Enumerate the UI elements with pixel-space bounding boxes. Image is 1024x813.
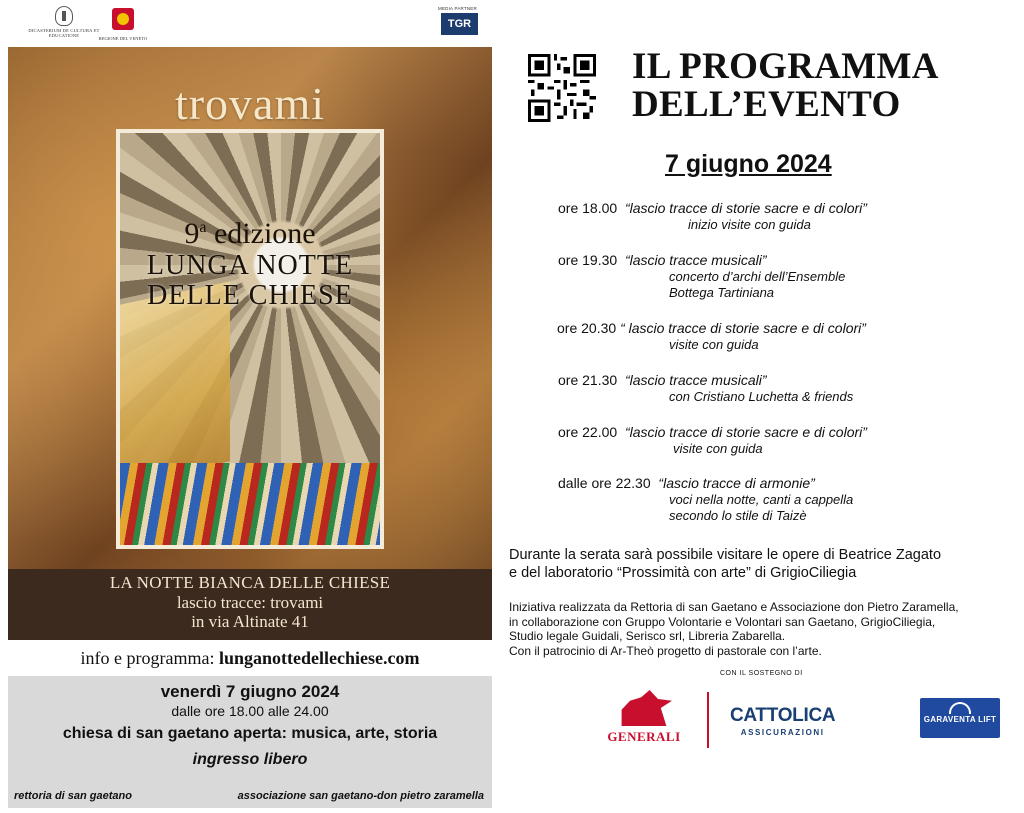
organizer-right: associazione san gaetano-don pietro zaramella bbox=[237, 790, 484, 802]
qr-code-icon[interactable] bbox=[528, 54, 596, 122]
info-prefix: info e programma: bbox=[80, 648, 219, 668]
credits-line3: Studio legale Guidali, Serisco srl, Libreria Zabarella. bbox=[509, 629, 786, 643]
slot-time: ore 19.30 bbox=[558, 252, 618, 268]
slot-description: con Cristiano Luchetta & friends bbox=[669, 389, 854, 404]
schedule-slot bbox=[558, 252, 845, 301]
slot-description: secondo lo stile di Taizè bbox=[669, 508, 807, 523]
slot-title: “lascio tracce musicali” bbox=[624, 372, 767, 388]
info-line bbox=[8, 648, 492, 669]
slot-description: concerto d’archi dell’Ensemble bbox=[669, 269, 846, 284]
edition-suffix: a bbox=[199, 219, 207, 236]
tgr-logo: TGR bbox=[438, 13, 478, 35]
papal-seal-icon bbox=[55, 6, 73, 26]
slot-time: ore 20.30 bbox=[557, 320, 617, 336]
band-line2: lascio tracce: trovami bbox=[176, 593, 324, 612]
poster-band bbox=[8, 569, 492, 640]
slot-title: “lascio tracce di storie sacre e di colori” bbox=[624, 200, 867, 216]
generali-name: GENERALI bbox=[607, 729, 681, 744]
cattolica-subtitle: ASSICURAZIONI bbox=[740, 728, 825, 737]
generali-logo bbox=[606, 690, 682, 745]
cattolica-logo bbox=[730, 705, 835, 737]
dicastery-logo bbox=[24, 6, 104, 38]
slot-description: Bottega Tartiniana bbox=[669, 285, 775, 300]
garaventa-mark-icon bbox=[949, 702, 971, 714]
credits bbox=[509, 600, 1024, 658]
program-title-line1: IL PROGRAMMA bbox=[632, 46, 939, 87]
event-date-full: venerdì 7 giugno 2024 bbox=[160, 682, 340, 701]
edition-word: edizione bbox=[213, 217, 316, 250]
veneto-caption: REGIONE DEL VENETO bbox=[98, 36, 148, 41]
garaventa-name: GARAVENTA LIFT bbox=[923, 715, 997, 724]
slot-description: inizio visite con guida bbox=[688, 217, 811, 232]
credits-line2: in collaborazione con Gruppo Volontarie e Volontari san Gaetano, GrigioCiliegia, bbox=[509, 614, 936, 629]
schedule-slot bbox=[557, 320, 866, 353]
credits-line4: Con il patrocinio di Ar-Theò progetto di pastorale con l’arte. bbox=[509, 643, 822, 658]
slot-title: “lascio tracce di storie sacre e di colori” bbox=[624, 424, 867, 440]
edition-number: 9 bbox=[184, 217, 200, 250]
slot-title: “ lascio tracce di storie sacre e di colori” bbox=[620, 320, 866, 336]
support-caption: CON IL SOSTEGNO DI bbox=[720, 670, 803, 677]
event-poster bbox=[8, 47, 492, 640]
garaventa-logo bbox=[920, 698, 1000, 738]
slot-time: ore 22.00 bbox=[558, 424, 618, 440]
slot-title: “lascio tracce musicali” bbox=[624, 252, 767, 268]
media-partner-logo bbox=[438, 6, 488, 35]
slot-time: ore 18.00 bbox=[558, 200, 618, 216]
exhibition-note bbox=[509, 546, 1019, 582]
cattolica-name: CATTOLICA bbox=[730, 705, 836, 726]
program-title-line2: DELL’EVENTO bbox=[632, 84, 901, 125]
free-entry: ingresso libero bbox=[192, 751, 308, 768]
poster-title: trovami bbox=[174, 78, 326, 129]
exhibition-note-line2: e del laboratorio “Prossimità con arte” di GrigioCiliegia bbox=[509, 565, 857, 581]
media-partner-caption: MEDIA PARTNER bbox=[438, 6, 477, 11]
schedule-slot bbox=[558, 424, 867, 457]
event-hours: dalle ore 18.00 alle 24.00 bbox=[171, 703, 329, 719]
event-name-line1: LUNGA NOTTE bbox=[146, 250, 354, 281]
artwork-fold bbox=[120, 281, 230, 484]
schedule-slot bbox=[558, 200, 867, 233]
schedule-slot bbox=[558, 372, 853, 405]
program-title bbox=[632, 48, 939, 124]
credits-line1: Iniziativa realizzata da Rettoria di san Gaetano e Associazione don Pietro Zaramella, bbox=[509, 600, 959, 614]
poster-edition bbox=[8, 211, 492, 311]
event-name-line2: DELLE CHIESE bbox=[147, 280, 353, 311]
slot-time: ore 21.30 bbox=[558, 372, 618, 388]
website-link[interactable]: lunganottedellechiese.com bbox=[218, 648, 420, 668]
slot-description: visite con guida bbox=[669, 337, 759, 352]
veneto-shield-icon bbox=[112, 8, 134, 30]
top-logos bbox=[8, 4, 492, 46]
schedule-slot bbox=[558, 475, 853, 524]
band-line1: LA NOTTE BIANCA DELLE CHIESE bbox=[109, 573, 391, 592]
slot-time: dalle ore 22.30 bbox=[558, 475, 651, 491]
slot-description: voci nella notte, canti a cappella bbox=[669, 492, 854, 507]
poster-artwork bbox=[116, 129, 384, 549]
event-description: chiesa di san gaetano aperta: musica, arte, storia bbox=[62, 725, 438, 742]
lion-icon bbox=[616, 690, 672, 726]
edition-line bbox=[8, 211, 492, 251]
event-details bbox=[8, 676, 492, 808]
slot-description: visite con guida bbox=[673, 441, 763, 456]
artwork-pattern bbox=[120, 463, 380, 545]
band-line3: in via Altinate 41 bbox=[191, 612, 309, 631]
sponsor-divider bbox=[707, 692, 709, 748]
veneto-logo bbox=[98, 8, 148, 41]
slot-title: “lascio tracce di armonie” bbox=[658, 475, 815, 491]
dicastery-caption: DICASTERIUM DE CULTURA ET EDUCATIONE bbox=[28, 28, 100, 38]
organizer-left: rettoria di san gaetano bbox=[14, 790, 132, 802]
exhibition-note-line1: Durante la serata sarà possibile visitare le opere di Beatrice Zagato bbox=[509, 547, 942, 563]
program-date: 7 giugno 2024 bbox=[665, 150, 832, 178]
